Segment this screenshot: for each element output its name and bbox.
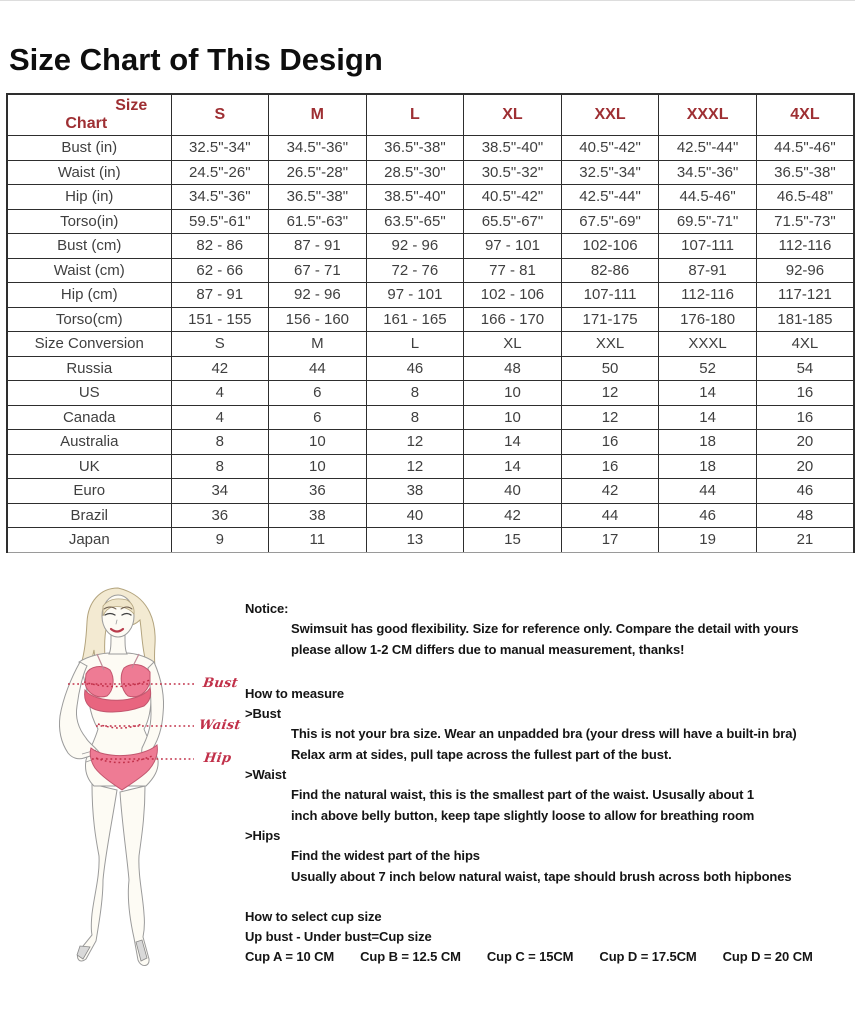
cup-sizes-row <box>245 947 855 967</box>
table-cell: 107-111 <box>561 283 659 308</box>
table-cell: 10 <box>464 381 562 406</box>
table-cell: 161 - 165 <box>366 307 464 332</box>
table-cell: 42.5"-44" <box>659 136 757 161</box>
table-cell: 107-111 <box>659 234 757 259</box>
measurement-figure <box>0 578 245 1018</box>
table-row <box>7 332 854 357</box>
table-cell: 42 <box>464 503 562 528</box>
how-to-measure-heading: How to measure <box>245 685 345 701</box>
table-cell: 16 <box>756 405 854 430</box>
table-row <box>7 356 854 381</box>
table-cell: 8 <box>171 430 269 455</box>
right-leg <box>120 786 149 966</box>
table-cell: 69.5"-71" <box>659 209 757 234</box>
row-label: UK <box>7 454 171 479</box>
table-cell: 44 <box>269 356 367 381</box>
table-cell: 34.5"-36" <box>269 136 367 161</box>
table-cell: 16 <box>756 381 854 406</box>
table-cell: 65.5"-67" <box>464 209 562 234</box>
table-cell: 28.5"-30" <box>366 160 464 185</box>
measure-line: >Hips <box>245 827 281 843</box>
table-cell: 38.5"-40" <box>366 185 464 210</box>
table-cell: 11 <box>269 528 367 553</box>
table-cell: 21 <box>756 528 854 553</box>
size-chart-table <box>6 93 855 553</box>
measure-line: Find the widest part of the hips <box>291 848 480 864</box>
page-title: Size Chart of This Design <box>9 41 383 77</box>
measure-line: >Waist <box>245 767 287 783</box>
table-cell: 48 <box>464 356 562 381</box>
table-cell: 32.5"-34" <box>561 160 659 185</box>
table-cell: 59.5"-61" <box>171 209 269 234</box>
table-cell: 54 <box>756 356 854 381</box>
table-cell: 63.5"-65" <box>366 209 464 234</box>
table-cell: 82 - 86 <box>171 234 269 259</box>
table-cell: 20 <box>756 454 854 479</box>
table-cell: 36 <box>171 503 269 528</box>
table-cell: M <box>269 332 367 357</box>
table-cell: 30.5"-32" <box>464 160 562 185</box>
table-row <box>7 136 854 161</box>
row-label: Euro <box>7 479 171 504</box>
table-cell: 8 <box>366 381 464 406</box>
table-cell: 34.5"-36" <box>659 160 757 185</box>
notice-line: Swimsuit has good flexibility. Size for reference only. Compare the detail with yours <box>291 621 799 637</box>
table-cell: 9 <box>171 528 269 553</box>
table-cell: 4 <box>171 381 269 406</box>
size-columns-row <box>7 94 854 136</box>
size-column-header: S <box>171 94 269 136</box>
table-cell: 97 - 101 <box>366 283 464 308</box>
left-leg <box>78 784 117 961</box>
table-cell: 44 <box>659 479 757 504</box>
row-label: Waist (in) <box>7 160 171 185</box>
table-cell: 38 <box>366 479 464 504</box>
table-cell: 14 <box>464 454 562 479</box>
table-cell: 97 - 101 <box>464 234 562 259</box>
table-cell: 166 - 170 <box>464 307 562 332</box>
table-cell: 36.5"-38" <box>756 160 854 185</box>
table-cell: 19 <box>659 528 757 553</box>
row-label: Brazil <box>7 503 171 528</box>
cup-size-entry: Cup A = 10 CM <box>245 949 335 965</box>
size-column-header: M <box>269 94 367 136</box>
notice-line: please allow 1-2 CM differs due to manual measurement, thanks! <box>291 641 685 657</box>
table-cell: 46 <box>756 479 854 504</box>
cup-heading: How to select cup size <box>245 908 382 924</box>
table-cell: 44.5-46" <box>659 185 757 210</box>
table-row <box>7 405 854 430</box>
row-label: Bust (in) <box>7 136 171 161</box>
table-row <box>7 234 854 259</box>
table-row <box>7 160 854 185</box>
table-cell: 40.5"-42" <box>561 136 659 161</box>
notice-section <box>245 599 855 660</box>
table-cell: 26.5"-28" <box>269 160 367 185</box>
table-cell: 46 <box>659 503 757 528</box>
table-cell: 151 - 155 <box>171 307 269 332</box>
table-cell: 92-96 <box>756 258 854 283</box>
table-row <box>7 381 854 406</box>
table-cell: 46.5-48" <box>756 185 854 210</box>
table-row <box>7 454 854 479</box>
table-cell: L <box>366 332 464 357</box>
table-cell: 15 <box>464 528 562 553</box>
how-to-measure-section <box>245 684 855 887</box>
table-cell: 117-121 <box>756 283 854 308</box>
table-cell: 34 <box>171 479 269 504</box>
table-cell: 50 <box>561 356 659 381</box>
row-label: Torso(cm) <box>7 307 171 332</box>
image-top-border <box>0 0 855 1</box>
hip-label: Hip <box>202 751 233 766</box>
table-cell: 12 <box>366 454 464 479</box>
table-row <box>7 209 854 234</box>
table-row <box>7 528 854 553</box>
bust-label: Bust <box>201 676 240 691</box>
table-cell: 44 <box>561 503 659 528</box>
table-cell: 16 <box>561 430 659 455</box>
row-label: US <box>7 381 171 406</box>
table-cell: 8 <box>171 454 269 479</box>
table-row <box>7 185 854 210</box>
table-cell: 40 <box>366 503 464 528</box>
table-cell: 87-91 <box>659 258 757 283</box>
table-row <box>7 307 854 332</box>
table-cell: 62 - 66 <box>171 258 269 283</box>
table-cell: 18 <box>659 454 757 479</box>
cup-size-entry: Cup D = 20 CM <box>722 949 813 965</box>
cup-size-entry: Cup C = 15CM <box>486 949 574 965</box>
table-cell: 36.5"-38" <box>366 136 464 161</box>
measure-line: inch above belly button, keep tape slightly loose to allow for breathing room <box>291 807 755 823</box>
figure-illustration <box>0 578 245 1018</box>
table-cell: 171-175 <box>561 307 659 332</box>
size-column-header: XL <box>464 94 562 136</box>
table-cell: 10 <box>269 454 367 479</box>
table-cell: 32.5"-34" <box>171 136 269 161</box>
table-cell: 6 <box>269 381 367 406</box>
table-cell: 72 - 76 <box>366 258 464 283</box>
table-cell: 14 <box>659 381 757 406</box>
table-cell: 13 <box>366 528 464 553</box>
table-cell: XL <box>464 332 562 357</box>
row-label: Canada <box>7 405 171 430</box>
row-label: Hip (in) <box>7 185 171 210</box>
measure-line: >Bust <box>245 706 281 722</box>
table-cell: 8 <box>366 405 464 430</box>
neck <box>109 635 127 654</box>
measure-line: Find the natural waist, this is the smallest part of the waist. Ususally about 1 <box>291 787 754 803</box>
table-cell: 42 <box>561 479 659 504</box>
table-cell: 176-180 <box>659 307 757 332</box>
table-cell: 102-106 <box>561 234 659 259</box>
table-cell: 18 <box>659 430 757 455</box>
table-cell: 82-86 <box>561 258 659 283</box>
table-cell: 42 <box>171 356 269 381</box>
table-cell: 112-116 <box>756 234 854 259</box>
table-cell: 36 <box>269 479 367 504</box>
table-cell: 67.5"-69" <box>561 209 659 234</box>
table-cell: 87 - 91 <box>171 283 269 308</box>
table-cell: 20 <box>756 430 854 455</box>
table-row <box>7 258 854 283</box>
table-cell: 40 <box>464 479 562 504</box>
table-cell: 181-185 <box>756 307 854 332</box>
row-label: Japan <box>7 528 171 553</box>
table-cell: S <box>171 332 269 357</box>
row-label: Waist (cm) <box>7 258 171 283</box>
table-cell: 42.5"-44" <box>561 185 659 210</box>
table-cell: 71.5"-73" <box>756 209 854 234</box>
cup-formula: Up bust - Under bust=Cup size <box>245 929 432 945</box>
table-cell: 34.5"-36" <box>171 185 269 210</box>
size-column-header: 4XL <box>756 94 854 136</box>
table-cell: 36.5"-38" <box>269 185 367 210</box>
table-cell: 24.5"-26" <box>171 160 269 185</box>
table-cell: 61.5"-63" <box>269 209 367 234</box>
size-column-header: XXL <box>561 94 659 136</box>
table-row <box>7 479 854 504</box>
cup-size-entry: Cup B = 12.5 CM <box>360 949 461 965</box>
table-cell: 4XL <box>756 332 854 357</box>
table-cell: 12 <box>366 430 464 455</box>
waist-label: Waist <box>197 718 242 733</box>
table-cell: 14 <box>464 430 562 455</box>
table-cell: 46 <box>366 356 464 381</box>
row-label: Bust (cm) <box>7 234 171 259</box>
table-cell: 17 <box>561 528 659 553</box>
row-label: Russia <box>7 356 171 381</box>
row-label: Size Conversion <box>7 332 171 357</box>
row-label: Australia <box>7 430 171 455</box>
measure-line: Relax arm at sides, pull tape across the fullest part of the bust. <box>291 746 672 762</box>
cup-size-section <box>245 907 855 968</box>
table-cell: 48 <box>756 503 854 528</box>
corner-header <box>7 94 171 136</box>
table-cell: 4 <box>171 405 269 430</box>
how-to-measure-lines <box>245 704 855 887</box>
table-cell: 77 - 81 <box>464 258 562 283</box>
corner-size-text: Size <box>115 97 148 114</box>
notice-heading: Notice: <box>245 601 289 616</box>
table-cell: 16 <box>561 454 659 479</box>
table-cell: 92 - 96 <box>269 283 367 308</box>
table-cell: 102 - 106 <box>464 283 562 308</box>
table-row <box>7 503 854 528</box>
table-cell: 52 <box>659 356 757 381</box>
cup-size-entry: Cup D = 17.5CM <box>599 949 697 965</box>
table-cell: 38 <box>269 503 367 528</box>
table-cell: 6 <box>269 405 367 430</box>
table-cell: 67 - 71 <box>269 258 367 283</box>
table-cell: 40.5"-42" <box>464 185 562 210</box>
table-cell: 44.5"-46" <box>756 136 854 161</box>
row-label: Hip (cm) <box>7 283 171 308</box>
table-cell: XXL <box>561 332 659 357</box>
table-row <box>7 283 854 308</box>
table-cell: 10 <box>269 430 367 455</box>
table-cell: XXXL <box>659 332 757 357</box>
table-row <box>7 430 854 455</box>
measure-line: Usually about 7 inch below natural waist, tape should brush across both hipbones <box>291 868 792 884</box>
table-cell: 87 - 91 <box>269 234 367 259</box>
table-cell: 14 <box>659 405 757 430</box>
table-cell: 10 <box>464 405 562 430</box>
table-cell: 92 - 96 <box>366 234 464 259</box>
size-column-header: XXXL <box>659 94 757 136</box>
measure-line: This is not your bra size. Wear an unpadded bra (your dress will have a built-in bra) <box>291 726 797 742</box>
corner-chart-text: Chart <box>65 115 108 132</box>
table-cell: 12 <box>561 381 659 406</box>
table-cell: 38.5"-40" <box>464 136 562 161</box>
size-table-body <box>7 136 854 553</box>
measurement-notes <box>245 599 855 968</box>
size-column-header: L <box>366 94 464 136</box>
table-cell: 112-116 <box>659 283 757 308</box>
row-label: Torso(in) <box>7 209 171 234</box>
table-cell: 12 <box>561 405 659 430</box>
table-cell: 156 - 160 <box>269 307 367 332</box>
